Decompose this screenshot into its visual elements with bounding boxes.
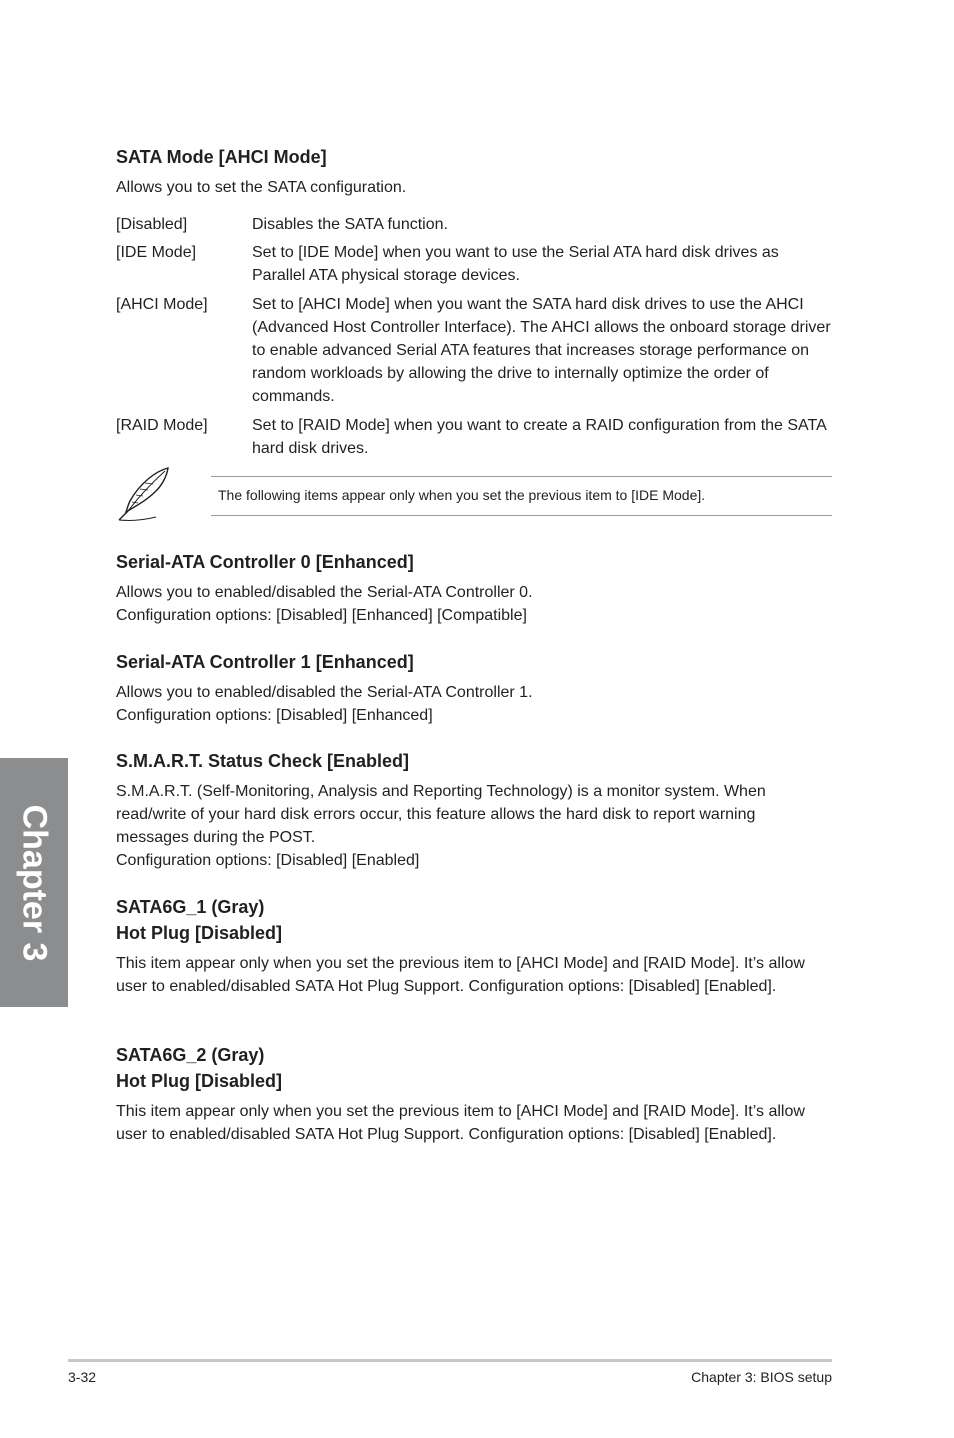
- smart-heading: S.M.A.R.T. Status Check [Enabled]: [116, 751, 410, 771]
- chapter-side-tab: [0, 758, 68, 1007]
- controller0-line2: Configuration options: [Disabled] [Enhanced] [Compatible]: [116, 607, 527, 624]
- note-text: The following items appear only when you set the previous item to [IDE Mode].: [218, 487, 706, 503]
- sata6g1-body: This item appear only when you set the previous item to [AHCI Mode] and [RAID Mode]. It’s allow user to enabled/disabled SATA Hot Plug Support. Configuration options: [Disabled] [Enabled].: [116, 955, 805, 995]
- controller1-heading: Serial-ATA Controller 1 [Enhanced]: [116, 652, 414, 672]
- note-rule-bottom: [211, 515, 832, 516]
- note-box: [116, 465, 832, 525]
- smart-body: S.M.A.R.T. (Self-Monitoring, Analysis and Reporting Technology) is a monitor system. When read/write of your hard disk errors occur, this feature allows the hard disk to report warning messages during the POST.: [116, 783, 766, 846]
- footer-chapter-title: Chapter 3: BIOS setup: [691, 1369, 832, 1385]
- quill-pen-icon: [116, 465, 172, 523]
- note-rule-top: [211, 476, 832, 477]
- sata6g1-heading-line2: Hot Plug [Disabled]: [116, 923, 282, 943]
- option-key: [IDE Mode]: [116, 244, 197, 261]
- sata-mode-intro: Allows you to set the SATA configuration.: [116, 179, 407, 196]
- sata6g2-heading-line1: SATA6G_2 (Gray): [116, 1045, 265, 1065]
- option-desc: Disables the SATA function.: [252, 216, 448, 233]
- option-desc: Set to [AHCI Mode] when you want the SATA hard disk drives to use the AHCI (Advanced Host Controller Interface). The AHCI allows the onboard storage driver to enable advanced Serial ATA features that increases storage performance on random workloads by allowing the drive to internally optimize the order of commands.: [252, 296, 831, 405]
- chapter-side-tab-label: Chapter 3: [15, 804, 54, 961]
- page-number: 3-32: [68, 1369, 97, 1385]
- sata-mode-heading: SATA Mode [AHCI Mode]: [116, 147, 327, 167]
- option-desc: Set to [IDE Mode] when you want to use the Serial ATA hard disk drives as Parallel ATA physical storage devices.: [252, 244, 779, 284]
- option-key: [Disabled]: [116, 216, 188, 233]
- sata6g1-heading-line1: SATA6G_1 (Gray): [116, 897, 265, 917]
- sata6g2-heading-line2: Hot Plug [Disabled]: [116, 1071, 282, 1091]
- controller0-line1: Allows you to enabled/disabled the Serial-ATA Controller 0.: [116, 584, 533, 601]
- controller1-line1: Allows you to enabled/disabled the Serial-ATA Controller 1.: [116, 684, 533, 701]
- option-desc: Set to [RAID Mode] when you want to create a RAID configuration from the SATA hard disk drives.: [252, 417, 826, 457]
- sata6g2-body: This item appear only when you set the previous item to [AHCI Mode] and [RAID Mode]. It’s allow user to enabled/disabled SATA Hot Plug Support. Configuration options: [Disabled] [Enabled].: [116, 1103, 805, 1143]
- option-key: [AHCI Mode]: [116, 296, 208, 313]
- controller1-line2: Configuration options: [Disabled] [Enhanced]: [116, 707, 433, 724]
- controller0-heading: Serial-ATA Controller 0 [Enhanced]: [116, 552, 414, 572]
- smart-options: Configuration options: [Disabled] [Enabled]: [116, 852, 420, 869]
- footer-rule: [68, 1359, 832, 1362]
- option-key: [RAID Mode]: [116, 417, 208, 434]
